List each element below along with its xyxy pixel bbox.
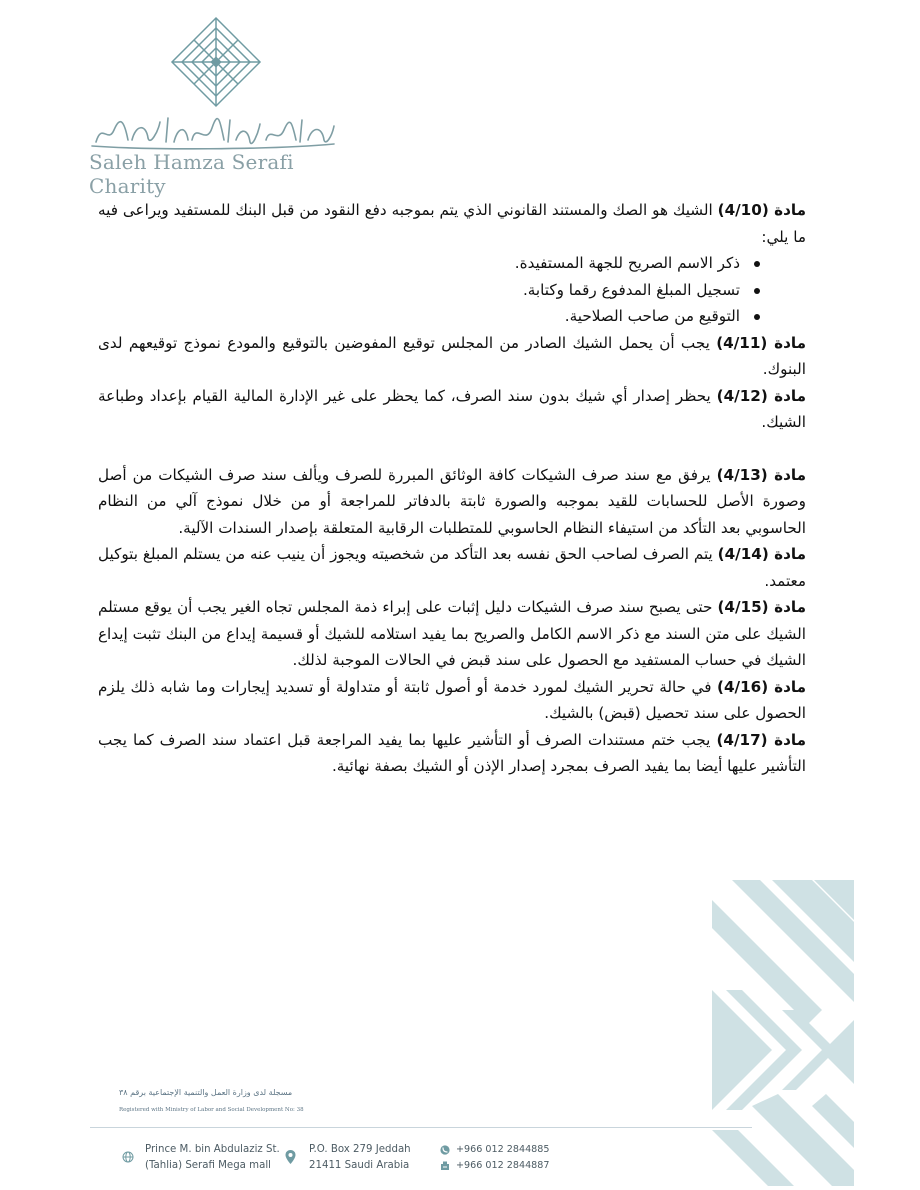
article-text: يجب ختم مستندات الصرف أو التأشير عليها بما يفيد المراجعة قبل اعتماد سند الصرف كما يجب التأشير عليها أيضا بما يفيد الصرف بمجرد إصدار الإذن أو الشيك بصفة نهائية. — [98, 730, 806, 775]
pobox-line-2: 21411 Saudi Arabia — [309, 1160, 410, 1171]
article-text: في حالة تحرير الشيك لمورد خدمة أو أصول ثابتة أو متداولة أو تسديد إيجارات وما شابه ذلك يلزم الحصول على سند تحصيل (قبض) بالشيك. — [98, 677, 806, 722]
policy-articles — [98, 197, 806, 780]
article-number: مادة (4/15) — [717, 598, 806, 616]
article-4-17 — [98, 727, 806, 780]
article-4-13 — [98, 462, 806, 542]
list-item: ذكر الاسم الصريح للجهة المستفيدة. — [98, 250, 762, 277]
article-number: مادة (4/14) — [717, 545, 806, 563]
charity-arabic-calligraphy-logo — [88, 112, 338, 150]
globe-icon — [122, 1151, 134, 1163]
article-text: يتم الصرف لصاحب الحق نفسه بعد التأكد من شخصيته ويجوز أن ينيب عنه من يستلم المبلغ بتوكيل معتمد. — [98, 545, 806, 590]
article-number: مادة (4/17) — [716, 730, 806, 749]
article-number: مادة (4/12) — [716, 386, 806, 405]
article-4-11 — [98, 330, 806, 383]
article-4-15 — [98, 594, 806, 674]
fax-number: +966 012 2844887 — [456, 1160, 550, 1171]
article-number: مادة (4/11) — [716, 333, 806, 352]
list-item: تسجيل المبلغ المدفوع رقما وكتابة. — [98, 277, 762, 304]
address-block — [145, 1142, 280, 1174]
article-text: يجب أن يحمل الشيك الصادر من المجلس توقيع المفوضين بالتوقيع والمودع نموذج توقيعهم لدى البنوك. — [98, 333, 806, 378]
address-line-2: (Tahlia) Serafi Mega mall — [145, 1160, 271, 1171]
phone-icon — [440, 1145, 450, 1155]
article-text: يحظر إصدار أي شيك بدون سند الصرف، كما يحظر على غير الإدارة المالية القيام بإعداد وطباعة الشيك. — [98, 386, 806, 431]
list-item: التوقيع من صاحب الصلاحية. — [98, 303, 762, 330]
geometric-corner-decoration — [712, 880, 854, 1186]
article-4-12 — [98, 383, 806, 436]
article-number: مادة (4/13) — [716, 465, 806, 484]
article-4-16 — [98, 674, 806, 727]
address-line-1: Prince M. bin Abdulaziz St. — [145, 1144, 280, 1155]
article-number: مادة (4/16) — [717, 677, 806, 696]
pobox-line-1: P.O. Box 279 Jeddah — [309, 1144, 411, 1155]
charity-emblem-logo — [170, 16, 262, 108]
contact-numbers — [456, 1142, 550, 1174]
registration-english: Registered with Ministry of Labor and Social Development No: 38 — [119, 1107, 304, 1113]
location-pin-icon — [285, 1150, 296, 1164]
article-4-10 — [98, 197, 806, 250]
article-text: يرفق مع سند صرف الشيكات كافة الوثائق المبررة للصرف ويألف سند صرف الشيكات من أصل وصورة الأصل للحسابات للقيد بموجبه والصورة ثابتة بالدفاتر للمراجعة أو من خلال نموذج آلي من النظام الحاسوبي بعد التأكد من استيفاء النظام الحاسوبي للمتطلبات الرقابية المتعلقة بإصدار السندات الآلية. — [98, 465, 806, 537]
footer-divider — [90, 1127, 752, 1128]
article-4-14 — [98, 541, 806, 594]
phone-number: +966 012 2844885 — [456, 1144, 550, 1155]
article-text: الشيك هو الصك والمستند القانوني الذي يتم بموجبه دفع النقود من قبل البنك للمستفيد ويراعى فيه ما يلي: — [98, 201, 806, 246]
article-text: حتى يصبح سند صرف الشيكات دليل إثبات على إبراء ذمة المجلس تجاه الغير يجب أن يوقع مستلم الشيك على متن السند مع ذكر الاسم الكامل والصريح بما يفيد استلامه للشيك أو قسيمة إيداع من البنك تثبت إيداع الشيك في حساب المستفيد مع الحصول على سند قبض في الحالات الموجبة لذلك. — [98, 598, 806, 669]
article-number: مادة (4/10) — [717, 201, 806, 219]
registration-arabic: مسجلة لدى وزارة العمل والتنمية الإجتماعية برقم ٣٨ — [119, 1088, 293, 1097]
cheque-requirements-list — [98, 250, 806, 330]
charity-english-name: Saleh Hamza Serafi Charity — [89, 150, 294, 198]
fax-icon — [440, 1161, 450, 1171]
pobox-block — [309, 1142, 411, 1174]
